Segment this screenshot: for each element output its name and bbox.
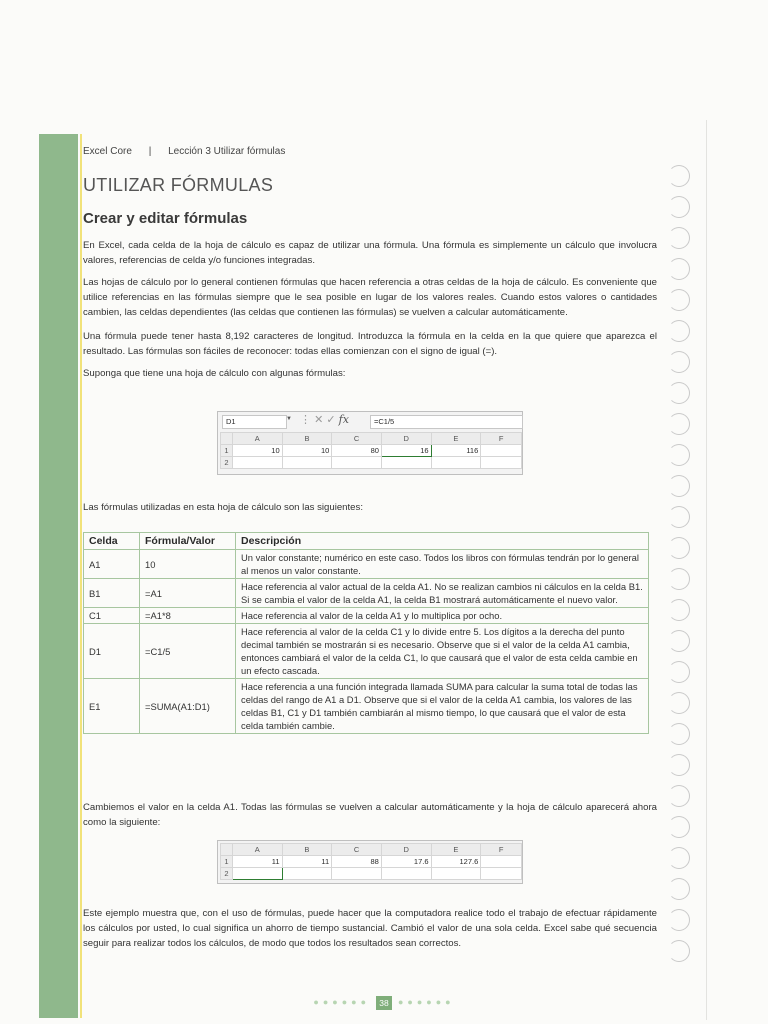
separator-icon: ⋮ (300, 414, 311, 426)
binder-ring-icon (668, 320, 690, 342)
formula-input: =C1/5 (370, 415, 523, 429)
cell (232, 457, 282, 469)
cell (282, 457, 332, 469)
column-header: Descripción (236, 533, 649, 550)
binder-ring-icon (668, 599, 690, 621)
row-header: 1 (221, 856, 233, 868)
cell-ref: B1 (84, 579, 140, 608)
cell-grid (220, 843, 522, 880)
cell (381, 457, 431, 469)
binder-ring-icon (668, 754, 690, 776)
table-row (84, 579, 649, 608)
footer-dots-right: ●●●●●● (397, 997, 455, 1008)
cell-f1 (481, 445, 522, 457)
cell-grid (220, 432, 522, 469)
binder-ring-icon (668, 258, 690, 280)
cell (332, 457, 382, 469)
binder-ring-icon (668, 537, 690, 559)
column-header: E (431, 433, 481, 445)
name-box: D1 (222, 415, 287, 429)
cell-a1: 11 (232, 856, 282, 868)
section-subtitle: Crear y editar fórmulas (83, 210, 248, 227)
column-header: E (431, 844, 481, 856)
corner-cell (221, 844, 233, 856)
cell-b1: 10 (282, 445, 332, 457)
binder-ring-icon (668, 816, 690, 838)
column-header: D (381, 844, 431, 856)
binder-ring-icon (668, 940, 690, 962)
formula-bar (220, 414, 520, 428)
cell-e1: 127.6 (431, 856, 481, 868)
column-header: A (232, 433, 282, 445)
column-header: C (332, 844, 382, 856)
binder-ring-icon (668, 351, 690, 373)
cell (282, 868, 332, 880)
cell-formula: =A1 (140, 579, 236, 608)
table-row (84, 550, 649, 579)
paragraph: Este ejemplo muestra que, con el uso de fórmulas, puede hacer que la computadora realice todo el trabajo de efectuar rápidamente los cálculos por usted, lo cual significa un ahorro de tiempo sustancial. Cambió el valor de una sola celda. Excel sabe qué secuencia seguir para realizar todos los cálculos, de modo que todos los resultados sean correctos. (83, 908, 657, 949)
column-header: A (232, 844, 282, 856)
enter-icon: ✓ (326, 414, 336, 426)
lesson-name: Lección 3 Utilizar fórmulas (168, 146, 286, 157)
cell-e1: 116 (431, 445, 481, 457)
cell-formula: =SUMA(A1:D1) (140, 679, 236, 734)
margin-green-bar (39, 134, 78, 1018)
binder-ring-icon (668, 661, 690, 683)
excel-screenshot (217, 411, 523, 475)
binder-ring-icon (668, 506, 690, 528)
page-right-edge (706, 120, 707, 1020)
cell (431, 457, 481, 469)
margin-highlight-line (80, 134, 82, 1018)
binder-ring-icon (668, 692, 690, 714)
page-footer (0, 996, 768, 1010)
column-header: F (481, 433, 522, 445)
cell-f1 (481, 856, 522, 868)
binder-ring-icon (668, 785, 690, 807)
cell-c1: 88 (332, 856, 382, 868)
cancel-icon: ✕ (314, 414, 324, 426)
table-row (84, 608, 649, 624)
function-icon: fx (338, 413, 349, 426)
row-header: 2 (221, 868, 233, 880)
course-name: Excel Core (83, 146, 132, 157)
paragraph: Una fórmula puede tener hasta 8,192 caracteres de longitud. Introduzca la fórmula en la celda en la que quiere que aparezca el resultado. Las fórmulas son fáciles de reconocer: todas ellas comienzan con el signo de igual (=). (83, 331, 657, 357)
binder-ring-icon (668, 289, 690, 311)
cell (431, 868, 481, 880)
binder-ring-icon (668, 196, 690, 218)
table-row (84, 679, 649, 734)
cell-description: Hace referencia al valor actual de la celda A1. No se realizan cambios ni cálculos en la celda B1. Si se cambia el valor de la celda A1, la celda B1 mostrará automáticamente el nuevo valor. (236, 579, 649, 608)
page-number: 38 (376, 996, 391, 1010)
binder-ring-icon (668, 382, 690, 404)
paragraph: Las fórmulas utilizadas en esta hoja de cálculo son las siguientes: (83, 502, 363, 513)
cell-ref: A1 (84, 550, 140, 579)
section-title: UTILIZAR FÓRMULAS (83, 175, 274, 195)
cell-ref: C1 (84, 608, 140, 624)
cell-description: Hace referencia a una función integrada llamada SUMA para calcular la suma total de todas las celdas del rango de A1 a D1. Observe que si el valor de la celda A1 cambia, los valores de las celdas B1, C1 y D1 también cambiarán al mismo tiempo, lo que causará que el valor de esta celda también cambie. (236, 679, 649, 734)
corner-cell (221, 433, 233, 445)
cell-b1: 11 (282, 856, 332, 868)
cell-description: Hace referencia al valor de la celda C1 y lo divide entre 5. Los dígitos a la derecha del punto decimal también se mostrarán si es necesario. Observe que si el valor de la celda A1 cambia, entonces cambiará el valor de la celda C1, lo que causará que el valor de esta celda cambie en un efecto cascada. (236, 624, 649, 679)
paragraph: Cambiemos el valor en la celda A1. Todas las fórmulas se vuelven a calcular automáticamente y la hoja de cálculo aparecerá ahora como la siguiente: (83, 802, 657, 828)
cell (481, 457, 522, 469)
binder-ring-icon (668, 847, 690, 869)
cell-formula: =A1*8 (140, 608, 236, 624)
binder-ring-icon (668, 878, 690, 900)
cell-description: Hace referencia al valor de la celda A1 y lo multiplica por ocho. (236, 608, 649, 624)
cell-ref: D1 (84, 624, 140, 679)
binder-ring-icon (668, 444, 690, 466)
row-header: 1 (221, 445, 233, 457)
cell (381, 868, 431, 880)
column-header: Fórmula/Valor (140, 533, 236, 550)
column-header: B (282, 844, 332, 856)
binder-ring-icon (668, 413, 690, 435)
binder-ring-icon (668, 165, 690, 187)
footer-dots-left: ●●●●●● (313, 997, 371, 1008)
paragraph: Suponga que tiene una hoja de cálculo con algunas fórmulas: (83, 368, 346, 379)
table-row (84, 624, 649, 679)
binder-ring-icon (668, 630, 690, 652)
column-header: F (481, 844, 522, 856)
binder-ring-icon (668, 568, 690, 590)
paragraph: En Excel, cada celda de la hoja de cálculo es capaz de utilizar una fórmula. Una fórmula es simplemente un cálculo que involucra valores, referencias de celda y/o funciones integradas. (83, 240, 657, 266)
cell-d1: 16 (381, 445, 431, 457)
cell-c1: 80 (332, 445, 382, 457)
running-header (83, 146, 285, 157)
header-separator: | (148, 146, 152, 157)
column-header: Celda (84, 533, 140, 550)
binder-ring-icon (668, 227, 690, 249)
excel-screenshot-updated (217, 840, 523, 884)
cell-description: Un valor constante; numérico en este caso. Todos los libros con fórmulas tendrán por lo general al menos un valor constante. (236, 550, 649, 579)
binder-ring-icon (668, 723, 690, 745)
binder-ring-icon (668, 909, 690, 931)
dropdown-icon: ▼ (286, 416, 292, 422)
cell-a1: 10 (232, 445, 282, 457)
cell-formula: 10 (140, 550, 236, 579)
binder-ring-icon (668, 475, 690, 497)
column-header: B (282, 433, 332, 445)
cell-formula: =C1/5 (140, 624, 236, 679)
formula-bar-icons (300, 413, 349, 426)
paragraph: Las hojas de cálculo por lo general contienen fórmulas que hacen referencia a otras celdas de la hoja de cálculo. Es conveniente que utilice referencias en las fórmulas siempre que le sea posible en lugar de los valores reales. Cuando estos valores o cantidades cambien, las celdas dependientes (las celdas que contienen las fórmulas) se vuelven a calcular automáticamente. (83, 277, 657, 318)
table-header-row (84, 533, 649, 550)
row-header: 2 (221, 457, 233, 469)
cell-a2 (232, 868, 282, 880)
column-header: C (332, 433, 382, 445)
column-header: D (381, 433, 431, 445)
cell (332, 868, 382, 880)
formula-table (83, 532, 649, 734)
cell-ref: E1 (84, 679, 140, 734)
cell-d1: 17.6 (381, 856, 431, 868)
cell (481, 868, 522, 880)
